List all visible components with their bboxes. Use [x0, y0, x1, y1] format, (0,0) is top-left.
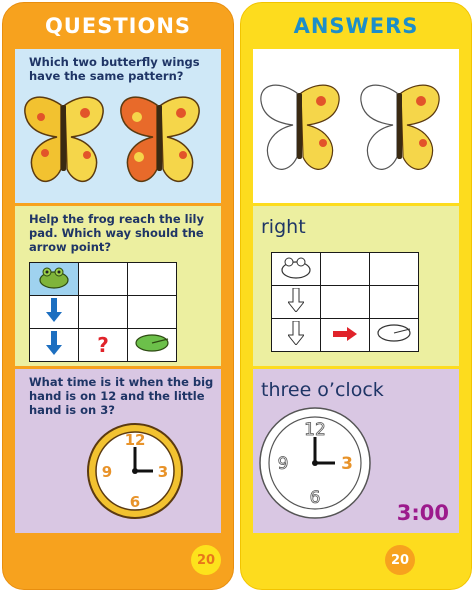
frog-answer-panel: [253, 206, 459, 366]
butterfly-question-text: Which two butterfly wings have the same pattern?: [29, 55, 200, 83]
questions-header: QUESTIONS: [44, 14, 192, 38]
arrow-right-icon: [333, 327, 357, 341]
grid-cell-frog: [30, 263, 79, 296]
clock-answer-panel: [253, 369, 459, 533]
butterfly-1-icon: [25, 97, 103, 181]
clock-answer-text: three o’clock: [261, 379, 384, 401]
clock-outline-numeral-3: 3: [341, 454, 353, 474]
frog-icon: [37, 265, 71, 289]
clock-outline-numeral-12: 12: [304, 420, 326, 440]
answer-cell-arrow-down-2: [272, 319, 321, 352]
lily-pad-outline-icon: [376, 323, 412, 343]
frog-answer-grid: [271, 252, 419, 352]
butterfly-answer-illustration: [257, 79, 457, 179]
butterfly-question-panel: [15, 49, 221, 203]
answer-cell-arrow-down-1: [272, 286, 321, 319]
arrow-down-outline-icon: [288, 321, 304, 345]
clock-illustration: [85, 421, 185, 521]
butterfly-2-icon: [121, 97, 199, 181]
answer-cell-lily-pad: [370, 319, 419, 352]
clock-numeral-12: 12: [124, 431, 146, 449]
clock-numeral-6: 6: [129, 493, 141, 511]
butterfly-answer-panel: [253, 49, 459, 203]
answer-cell-arrow-right: [321, 319, 370, 352]
clock-numeral-9: 9: [101, 463, 113, 481]
page-number-badge: 20: [385, 545, 415, 575]
frog-grid: [29, 262, 177, 362]
arrow-down-icon: [46, 298, 62, 322]
clock-question-panel: [15, 369, 221, 533]
question-mark: ?: [97, 333, 109, 357]
page-number-badge: 20: [191, 545, 221, 575]
butterfly-outline-icon-2: [361, 85, 439, 169]
answers-card: [240, 2, 472, 590]
frog-outline-icon: [279, 255, 313, 279]
clock-question-text: What time is it when the big hand is on 12 and the little hand is on 3?: [29, 375, 214, 417]
frog-answer-text: right: [261, 216, 306, 238]
clock-outline-numeral-9: 9: [277, 454, 289, 474]
frog-question-panel: [15, 206, 221, 366]
answer-cell-frog: [272, 253, 321, 286]
frog-question-text: Help the frog reach the lily pad. Which way should the arrow point?: [29, 212, 204, 254]
grid-cell-question-mark: [79, 329, 128, 362]
clock-outline-numeral-6: 6: [309, 488, 321, 508]
clock-numeral-3: 3: [157, 463, 169, 481]
lily-pad-icon: [134, 333, 170, 353]
arrow-down-outline-icon: [288, 288, 304, 312]
clock-answer-time: 3:00: [396, 501, 449, 525]
butterfly-wings-illustration: [21, 91, 217, 195]
questions-card: [2, 2, 234, 590]
answers-header: ANSWERS: [293, 14, 419, 38]
arrow-down-icon: [46, 331, 62, 355]
grid-cell-arrow-down-1: [30, 296, 79, 329]
grid-cell-lily-pad: [128, 329, 177, 362]
clock-outline-illustration: [257, 405, 373, 521]
grid-cell-arrow-down-2: [30, 329, 79, 362]
